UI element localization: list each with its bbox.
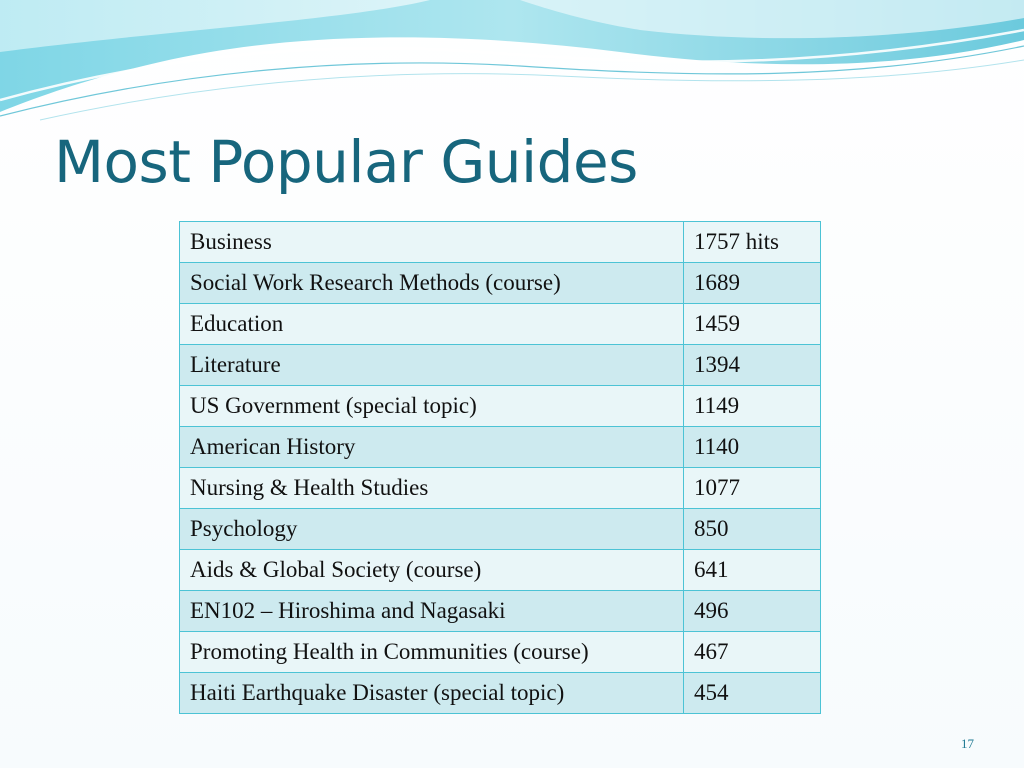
hits-cell: 850 <box>684 509 821 550</box>
guide-name-cell: Nursing & Health Studies <box>180 468 684 509</box>
guide-name-cell: Education <box>180 304 684 345</box>
hits-cell: 1689 <box>684 263 821 304</box>
page-number: 17 <box>961 736 974 751</box>
table-row <box>180 304 821 345</box>
hits-cell: 1077 <box>684 468 821 509</box>
guide-name-cell: Business <box>180 222 684 263</box>
table-row <box>180 632 821 673</box>
hits-cell: 1140 <box>684 427 821 468</box>
table-row <box>180 222 821 263</box>
guide-name-cell: US Government (special topic) <box>180 386 684 427</box>
guide-name-cell: Social Work Research Methods (course) <box>180 263 684 304</box>
guides-table <box>179 221 821 714</box>
table-row <box>180 591 821 632</box>
table-row <box>180 550 821 591</box>
header-wave-decoration <box>0 0 1024 130</box>
table-row <box>180 263 821 304</box>
table-row <box>180 509 821 550</box>
hits-cell: 1394 <box>684 345 821 386</box>
table-row <box>180 345 821 386</box>
hits-cell: 454 <box>684 673 821 714</box>
table-row <box>180 427 821 468</box>
hits-cell: 467 <box>684 632 821 673</box>
guide-name-cell: Aids & Global Society (course) <box>180 550 684 591</box>
table-row <box>180 468 821 509</box>
hits-cell: 496 <box>684 591 821 632</box>
hits-cell: 1149 <box>684 386 821 427</box>
hits-cell: 1459 <box>684 304 821 345</box>
guide-name-cell: Haiti Earthquake Disaster (special topic) <box>180 673 684 714</box>
guide-name-cell: Psychology <box>180 509 684 550</box>
slide-title: Most Popular Guides <box>54 128 638 196</box>
guide-name-cell: EN102 – Hiroshima and Nagasaki <box>180 591 684 632</box>
table-row <box>180 673 821 714</box>
guide-name-cell: Promoting Health in Communities (course) <box>180 632 684 673</box>
hits-cell: 641 <box>684 550 821 591</box>
guide-name-cell: American History <box>180 427 684 468</box>
guide-name-cell: Literature <box>180 345 684 386</box>
table-row <box>180 386 821 427</box>
hits-cell: 1757 hits <box>684 222 821 263</box>
